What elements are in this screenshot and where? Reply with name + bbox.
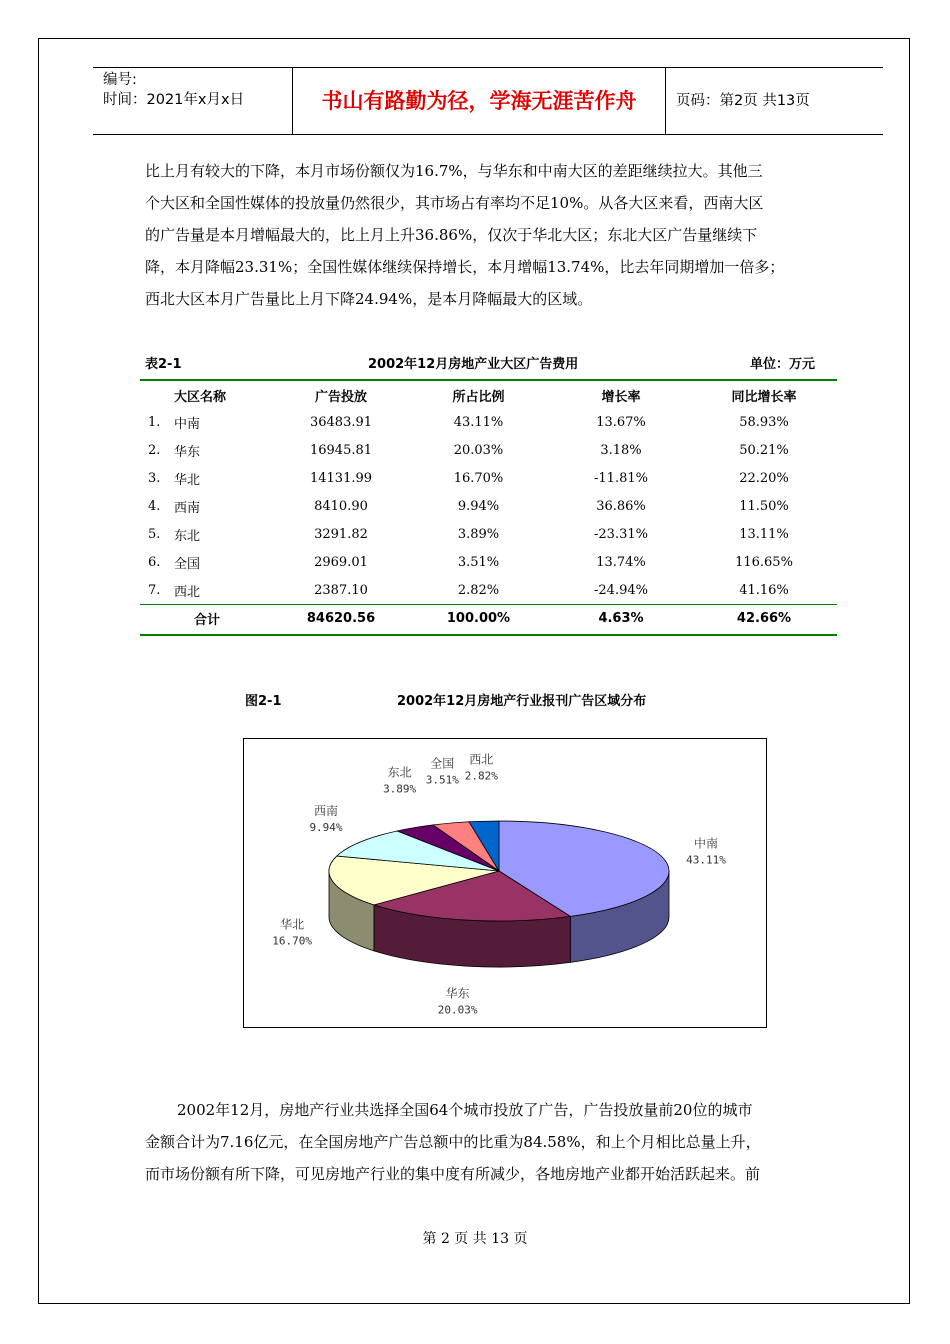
table-row <box>140 492 837 520</box>
region-cell: 东北 <box>174 528 201 544</box>
pie-label-name: 全国 <box>430 756 455 771</box>
pie-label-name: 中南 <box>694 836 719 851</box>
pie-label-value: 3.51% <box>425 773 459 787</box>
growth-cell: 13.67% <box>596 414 646 430</box>
spend-cell: 3291.82 <box>314 526 368 542</box>
table-header-row <box>140 382 837 408</box>
share-cell: 3.51% <box>457 554 500 570</box>
table-row <box>140 576 837 605</box>
header-motto: 书山有路勤为径，学海无涯苦作舟 <box>293 68 666 134</box>
paragraph-line: 2002年12月，房地产行业共选择全国64个城市投放了广告，广告投放量前20位的城市 <box>177 1101 753 1119</box>
share-cell: 43.11% <box>453 414 504 430</box>
paragraph-line: 个大区和全国性媒体的投放量仍然很少，其市场占有率均不足10%。从各大区来看，西南大区 <box>145 194 764 212</box>
ad-spend-table <box>140 382 837 632</box>
header-page-label: 页码：第2页 共13页 <box>676 93 810 109</box>
figure-label: 图2-1 <box>245 694 282 709</box>
yoy-cell: 50.21% <box>739 442 789 458</box>
table-row <box>140 464 837 492</box>
pie-label-name: 华北 <box>280 917 305 932</box>
spend-cell: 14131.99 <box>309 470 373 486</box>
share-cell: 16.70% <box>453 470 504 486</box>
total-yoy: 42.66% <box>691 605 837 633</box>
total-share: 100.00% <box>406 605 551 633</box>
region-cell: 西南 <box>174 500 201 516</box>
growth-cell: 13.74% <box>596 554 646 570</box>
paragraph-line: 西北大区本月广告量比上月下降24.94%，是本月降幅最大的区域。 <box>145 290 593 308</box>
yoy-cell: 116.65% <box>735 554 793 570</box>
yoy-cell: 11.50% <box>739 498 789 514</box>
col-header-growth: 增长率 <box>601 389 641 405</box>
col-header-region: 大区名称 <box>174 389 227 405</box>
row-index: 7. <box>148 582 161 598</box>
pie-label-value: 3.89% <box>383 782 417 796</box>
paragraph-line: 而市场份额有所下降，可见房地产行业的集中度有所减少，各地房地产业都开始活跃起来。前 <box>145 1165 761 1183</box>
region-cell: 华北 <box>174 472 201 488</box>
growth-cell: 3.18% <box>600 442 642 458</box>
region-cell: 全国 <box>174 556 201 572</box>
pie-chart-svg <box>244 739 766 1027</box>
share-cell: 20.03% <box>453 442 504 458</box>
pie-label-name: 西南 <box>314 803 339 818</box>
yoy-cell: 58.93% <box>739 414 789 430</box>
share-cell: 9.94% <box>457 498 500 514</box>
table-label: 表2-1 <box>145 357 182 372</box>
row-index: 6. <box>148 554 161 570</box>
spend-cell: 36483.91 <box>309 414 373 430</box>
pie-label-value: 9.94% <box>309 820 343 834</box>
spend-cell: 8410.90 <box>314 498 368 514</box>
page-header <box>93 67 883 135</box>
pie-chart <box>243 738 767 1028</box>
col-header-yoy: 同比增长率 <box>731 389 797 405</box>
yoy-cell: 41.16% <box>739 582 789 598</box>
table-title: 2002年12月房地产业大区广告费用 <box>368 357 579 372</box>
total-label: 合计 <box>174 605 276 633</box>
growth-cell: -11.81% <box>594 470 648 486</box>
spend-cell: 16945.81 <box>309 442 373 458</box>
pie-label-value: 20.03% <box>437 1003 478 1017</box>
paragraph-line: 比上月有较大的下降，本月市场份额仅为16.7%，与华东和中南大区的差距继续拉大。其他三 <box>145 162 763 180</box>
spend-cell: 2387.10 <box>314 582 368 598</box>
row-index: 3. <box>148 470 161 486</box>
yoy-cell: 13.11% <box>739 526 789 542</box>
paragraph-bottom <box>145 1094 845 1190</box>
time-label: 时间：2021年x月x日 <box>103 92 245 108</box>
row-index: 5. <box>148 526 161 542</box>
region-cell: 西北 <box>174 584 201 600</box>
region-cell: 华东 <box>174 444 201 460</box>
header-meta <box>93 68 293 134</box>
growth-cell: -24.94% <box>594 582 648 598</box>
pie-label-value: 2.82% <box>464 769 498 783</box>
growth-cell: 36.86% <box>596 498 646 514</box>
col-header-share: 所占比例 <box>452 389 505 405</box>
table-bottom-rule <box>140 634 837 636</box>
row-index: 1. <box>148 414 161 430</box>
table-row <box>140 548 837 576</box>
paragraph-line: 的广告量是本月增幅最大的，比上月上升36.86%，仅次于华北大区；东北大区广告量继续下 <box>145 226 758 244</box>
share-cell: 3.89% <box>457 526 500 542</box>
table-top-rule <box>140 379 837 381</box>
growth-cell: -23.31% <box>594 526 648 542</box>
yoy-cell: 22.20% <box>739 470 789 486</box>
pie-label-name: 西北 <box>469 752 494 767</box>
number-label: 编号: <box>103 72 137 88</box>
pie-label-name: 东北 <box>387 765 412 780</box>
pie-label-value: 43.11% <box>686 853 726 867</box>
region-cell: 中南 <box>174 416 201 432</box>
table-row <box>140 520 837 548</box>
share-cell: 2.82% <box>457 582 500 598</box>
paragraph-line: 金额合计为7.16亿元，在全国房地产广告总额中的比重为84.58%，和上个月相比总量上升， <box>145 1133 761 1151</box>
spend-cell: 2969.01 <box>314 554 368 570</box>
figure-title: 2002年12月房地产行业报刊广告区域分布 <box>397 694 647 709</box>
table-unit: 单位：万元 <box>750 357 816 372</box>
table-row <box>140 408 837 436</box>
row-index: 2. <box>148 442 161 458</box>
page-footer: 第 2 页 共 13 页 <box>422 1231 528 1247</box>
col-header-spend: 广告投放 <box>314 389 367 405</box>
table-row <box>140 436 837 464</box>
table-total-row <box>140 605 837 633</box>
total-spend: 84620.56 <box>276 605 406 633</box>
paragraph-top <box>145 155 845 315</box>
row-index: 4. <box>148 498 161 514</box>
paragraph-line: 降，本月降幅23.31%；全国性媒体继续保持增长，本月增幅13.74%，比去年同期增加一倍多； <box>145 258 785 276</box>
pie-label-name: 华东 <box>445 986 470 1001</box>
pie-label-value: 16.70% <box>272 934 313 948</box>
total-growth: 4.63% <box>551 605 691 633</box>
